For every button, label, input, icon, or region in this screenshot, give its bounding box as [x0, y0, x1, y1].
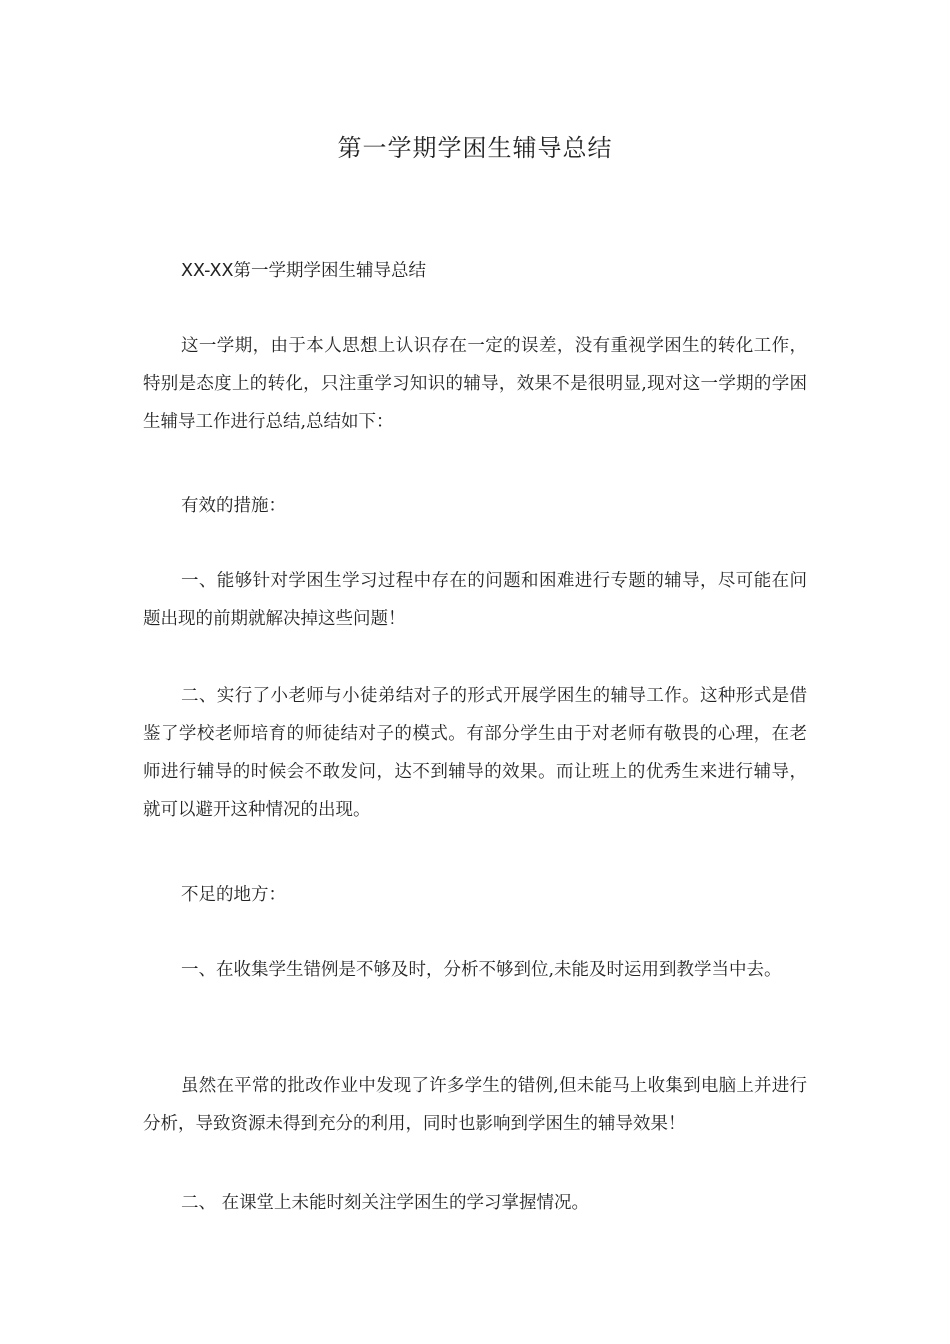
heading-effective-measures: 有效的措施：	[181, 496, 286, 516]
heading-shortcomings: 不足的地方：	[181, 885, 286, 905]
paragraph-shortcoming-2: 二、 在课堂上未能时刻关注学困生的学习掌握情况。	[181, 1193, 590, 1213]
paragraph-measure-1: 一、能够针对学困生学习过程中存在的问题和困难进行专题的辅导，尽可能在问题出现的前期就解决掉这些问题！	[143, 571, 807, 629]
paragraph-measure-2: 二、实行了小老师与小徒弟结对子的形式开展学困生的辅导工作。这种形式是借鉴了学校老师培育的师徒结对子的模式。有部分学生由于对老师有敬畏的心理，在老师进行辅导的时候会不敢发问，达不到辅导的效果。而让班上的优秀生来进行辅导，就可以避开这种情况的出现。	[143, 686, 807, 820]
document-subtitle: XX-XX第一学期学困生辅导总结	[181, 261, 427, 281]
paragraph-shortcoming-1-detail: 虽然在平常的批改作业中发现了许多学生的错例,但未能马上收集到电脑上并进行分析，导致资源未得到充分的利用，同时也影响到学困生的辅导效果！	[143, 1076, 807, 1134]
document-title: 第一学期学困生辅导总结	[337, 134, 613, 162]
paragraph-intro: 这一学期，由于本人思想上认识存在一定的误差，没有重视学困生的转化工作，特别是态度上的转化，只注重学习知识的辅导，效果不是很明显,现对这一学期的学困生辅导工作进行总结,总结如下：	[143, 336, 807, 432]
paragraph-shortcoming-1: 一、在收集学生错例是不够及时，分析不够到位,未能及时运用到教学当中去。	[181, 960, 782, 980]
